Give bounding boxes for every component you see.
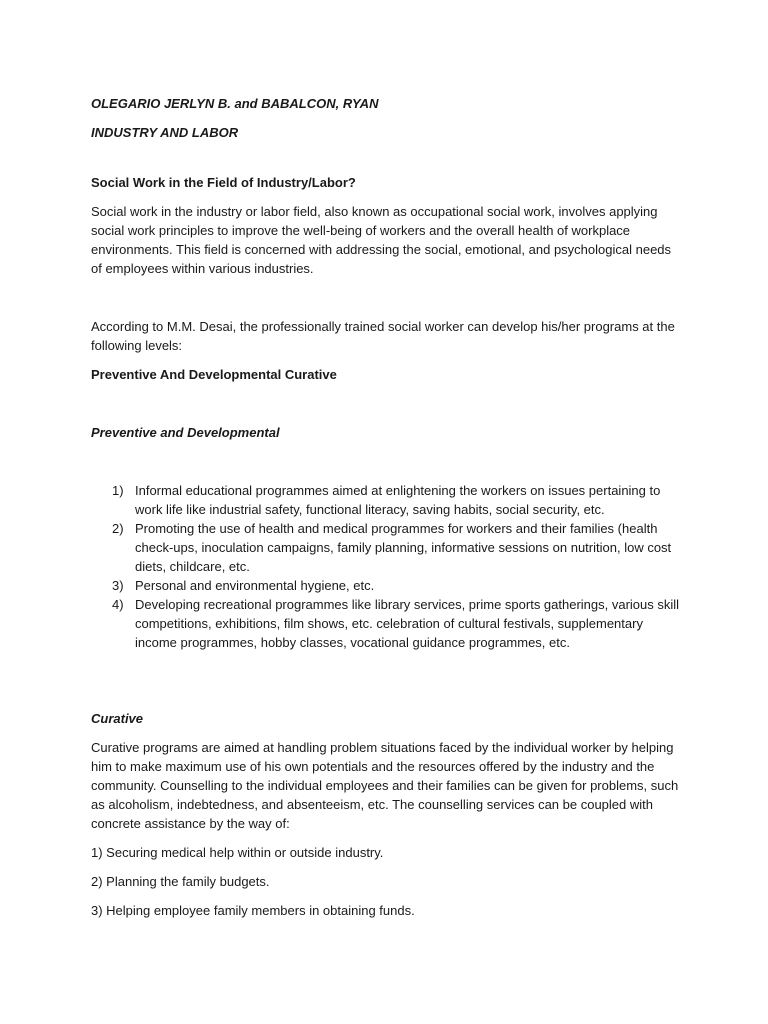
list-item-text: Developing recreational programmes like library services, prime sports gatherings, various skill competitions, exhibitions, film shows, etc. celebration of cultural festivals, supplementary income programmes, hobby classes, vocational guidance programmes, etc.	[135, 597, 680, 650]
list-item-text: Personal and environmental hygiene, etc.	[135, 578, 375, 593]
list-item	[91, 519, 681, 576]
list-number: 2)	[112, 521, 124, 536]
curative-paragraph: Curative programs are aimed at handling problem situations faced by the individual worker by helping him to make maximum use of his own potentials and the resources offered by the industry and the community. Counselling to the individual employees and their families can be given for problems, such as alcoholism, indebtedness, and absenteeism, etc. The counselling services can be coupled with concrete assistance by the way of:	[91, 740, 679, 831]
preventive-heading: Preventive and Developmental	[91, 425, 280, 440]
assistance-item: 3) Helping employee family members in obtaining funds.	[91, 903, 415, 918]
desai-paragraph: According to M.M. Desai, the professionally trained social worker can develop his/her programs at the following levels:	[91, 319, 675, 353]
assistance-item: 1) Securing medical help within or outside industry.	[91, 845, 384, 860]
list-number: 4)	[112, 597, 124, 612]
list-item-text: Informal educational programmes aimed at enlightening the workers on issues pertaining to work life like industrial safety, functional literacy, saving habits, social security, etc.	[135, 483, 661, 517]
list-item-text: Promoting the use of health and medical programmes for workers and their families (health check-ups, inoculation campaigns, family planning, informative sessions on nutrition, low cost diets, childcare, etc.	[135, 521, 672, 574]
document-body	[91, 94, 681, 930]
list-item	[91, 576, 681, 595]
list-number: 3)	[112, 578, 124, 593]
author-line: OLEGARIO JERLYN B. and BABALCON, RYAN	[91, 96, 379, 111]
preventive-list	[91, 481, 681, 652]
levels-heading: Preventive And Developmental Curative	[91, 367, 337, 382]
list-item	[91, 481, 681, 519]
curative-heading: Curative	[91, 711, 144, 726]
list-item	[91, 595, 681, 652]
list-number: 1)	[112, 483, 124, 498]
assistance-item: 2) Planning the family budgets.	[91, 874, 270, 889]
topic-line: INDUSTRY AND LABOR	[91, 125, 239, 140]
question-heading: Social Work in the Field of Industry/Labor?	[91, 175, 356, 190]
intro-paragraph: Social work in the industry or labor field, also known as occupational social work, involves applying social work principles to improve the well-being of workers and the overall health of workplace environments. This field is concerned with addressing the social, emotional, and psychological needs of employees within various industries.	[91, 204, 672, 276]
